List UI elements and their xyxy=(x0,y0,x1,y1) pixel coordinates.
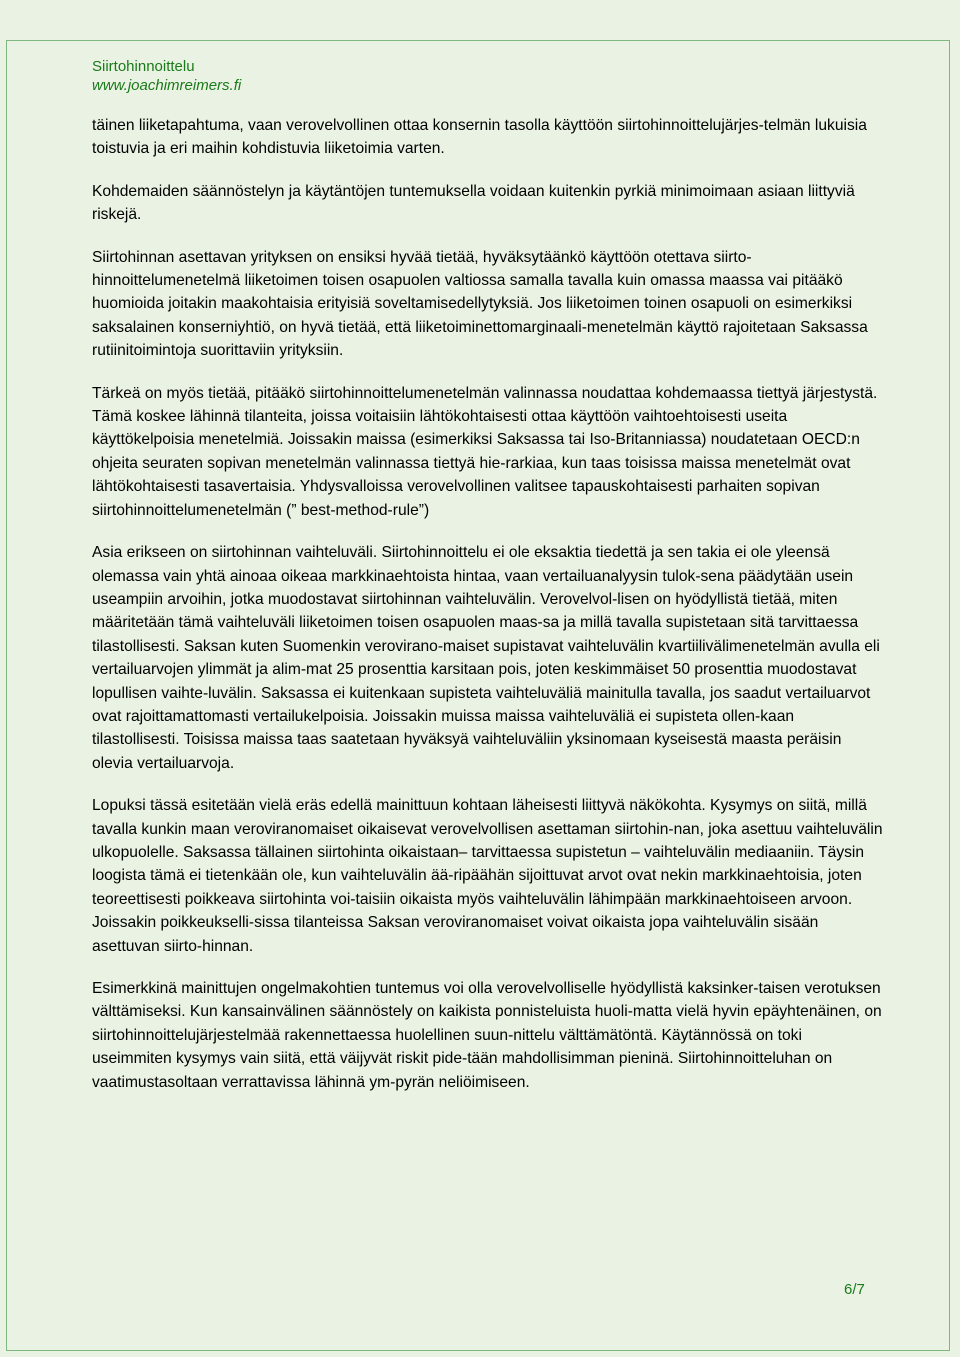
header-title: Siirtohinnoittelu xyxy=(92,58,195,75)
page-header xyxy=(92,57,241,95)
paragraph: täinen liiketapahtuma, vaan verovelvollinen ottaa konsernin tasolla käyttöön siirtohinnoittelujärjes-telmän lukuisia toistuvia ja eri maihin kohdistuvia liiketoimia varten. xyxy=(92,117,867,158)
paragraph: Tärkeä on myös tietää, pitääkö siirtohinnoittelumenetelmän valinnassa noudattaa kohdemaassa tiettyä järjestystä. Tämä koskee lähinnä tilanteita, joissa voitaisiin lähtökohtaisesti ottaa käyttöön vaihtoehtoisesti useita käyttökelpoisia menetelmiä. Joissakin maissa (esimerkiksi Saksassa tai Iso-Britanniassa) noudatetaan OECD:n ohjeita seuraten sopivan menetelmän valinnassa tiettyä hie-rarkiaa, kun taas toisissa maissa menetelmät ovat lähtökohtaisesti tasavertaisia. Yhdysvalloissa verovelvollinen valitsee tapauskohtaisesti parhaiten sopivan siirtohinnoittelumenetelmän (” best-method-rule”) xyxy=(92,384,878,519)
paragraph: Siirtohinnan asettavan yrityksen on ensiksi hyvää tietää, hyväksytäänkö käyttöön otettava siirto-hinnoittelumenetelmä liiketoimen toisen osapuolen valtiossa samalla tavalla kuin omassa maassa vai pitääkö huomioida joitakin maakohtaisia erityisiä soveltamisedellytyksiä. Jos liiketoimen toinen osapuoli on esimerkiksi saksalainen konserniyhtiö, on hyvä tietää, että liiketoiminettomarginaali-menetelmän käyttö rajoitetaan Saksassa rutiinitoimintoja suorittaviin yrityksiin. xyxy=(92,248,868,360)
header-url[interactable]: www.joachimreimers.fi xyxy=(92,77,242,94)
document-body xyxy=(92,114,884,1113)
paragraph: Lopuksi tässä esitetään vielä eräs edellä mainittuun kohtaan läheisesti liittyvä näkökohta. Kysymys on siitä, millä tavalla kunkin maan veroviranomaiset oikaisevat verovelvollisen asettaman siirtohin-nan, joka asettuu vaihteluvälin ulkopuolelle. Saksassa tällainen siirtohinta oikaistaan– tarvittaessa supistetun – vaihteluvälin mediaaniin. Täysin loogista tämä ei tietenkään ole, kun vaihteluvälin ää-ripäähän sijoittuvat arvot ovat nekin markkinaehtoisia, joten teoreettisesti poikkeava siirtohinta voi-taisiin oikaista myös vaihteluvälin lähimpään markkinaehtoiseen arvoon. Joissakin poikkeukselli-sissa tilanteissa Saksan veroviranomaiset voivat oikaista jopa vaihteluvälin sisään asettuvan siirto-hinnan. xyxy=(92,797,883,955)
paragraph: Esimerkkinä mainittujen ongelmakohtien tuntemus voi olla verovelvolliselle hyödyllistä kaksinker-taisen verotuksen välttämiseksi. Kun kansainvälinen säännöstely on kaikista ponnisteluista huoli-matta vielä hyvin epäyhtenäinen, on siirtohinnoittelujärjestelmää rakennettaessa huolellinen suun-nittelu välttämätöntä. Käytännössä on toki useimmiten kysymys vain siitä, että väijyvät riskit pide-tään mahdollisimman pieninä. Siirtohinnoitteluhan on vaatimustasoltaan verrattavissa lähinnä ym-pyrän neliöimiseen. xyxy=(92,980,882,1091)
paragraph: Asia erikseen on siirtohinnan vaihteluväli. Siirtohinnoittelu ei ole eksaktia tiedettä ja sen takia ei ole yleensä olemassa vain yhtä ainoaa oikeaa markkinaehtoista hintaa, vaan vertailuanalyysin tulok-sena päädytään usein useampiin arvoihin, jotka muodostavat siirtohinnan vaihteluvälin. Verovelvol-lisen on hyödyllistä tietää, miten määritetään tämä vaihteluväli liiketoimen toisen osapuolen maas-sa ja millä tavalla supistetaan sitä tarvittaessa tilastollisesti. Saksan kuten Suomenkin verovirano-maiset supistavat vaihteluvälin kvartiilivälimenetelmän avulla eli vertailuarvojen ylimmät ja alim-mat 25 prosenttia karsitaan pois, joten keskimmäiset 50 prosenttia muodostavat lopullisen vaihte-luvälin. Saksassa ei kuitenkaan supisteta vaihteluväliä mainitulla tavalla, jos saadut vertailuarvot ovat rajoittamattomasti vertailukelpoisia. Joissakin muissa maissa vaihteluväliä ei supisteta ollen-kaan tilastollisesti. Toisissa maissa taas saatetaan hyväksyä vaihteluväliin yksinomaan kyseisestä maasta peräisin olevia vertailuarvoja. xyxy=(92,544,880,772)
page-number: 6/7 xyxy=(844,1281,865,1298)
paragraph: Kohdemaiden säännöstelyn ja käytäntöjen tuntemuksella voidaan kuitenkin pyrkiä minimoimaan asiaan liittyviä riskejä. xyxy=(92,182,855,224)
